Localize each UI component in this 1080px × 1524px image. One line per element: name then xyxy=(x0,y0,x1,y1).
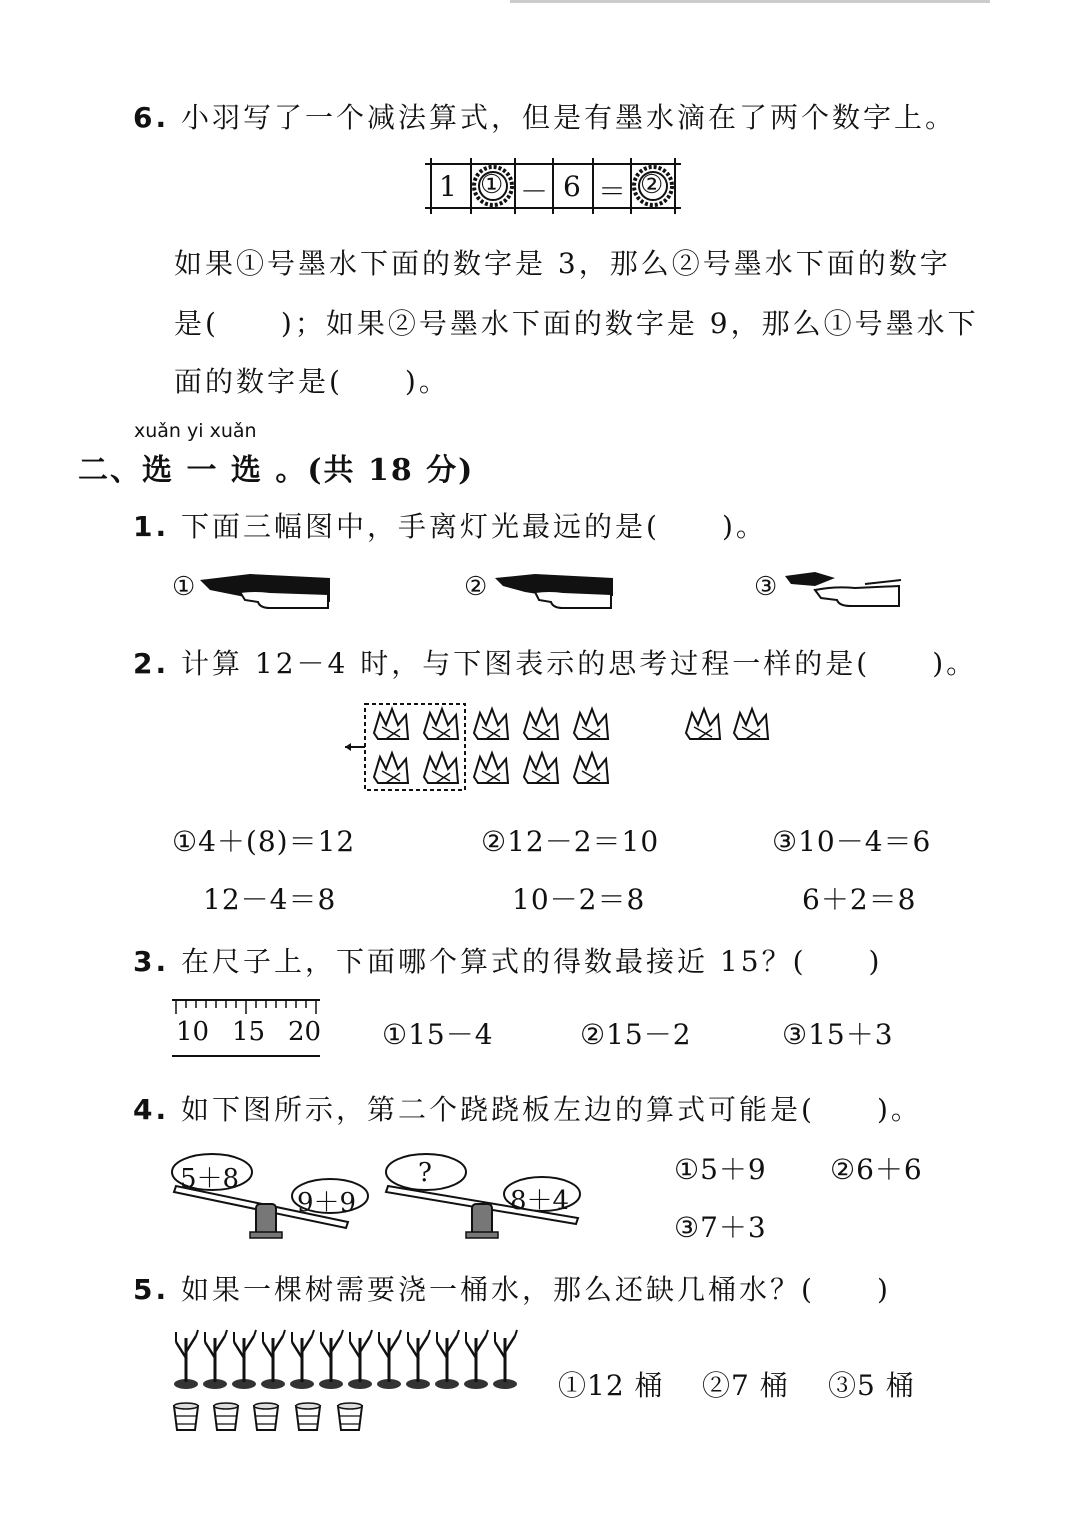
q5-option-1: ①12 桶 xyxy=(558,1369,664,1402)
ruler-label-20: 20 xyxy=(288,1017,322,1047)
q2-option-3-line-2: 6＋2＝8 xyxy=(802,883,917,916)
section-pinyin: xuǎn yi xuǎn xyxy=(134,420,257,442)
equation-digit-1: 1 xyxy=(439,170,457,203)
section-title: 二、选 一 选 。(共 18 分) xyxy=(78,453,475,488)
top-border-line xyxy=(510,0,990,3)
tree-icon xyxy=(232,1330,256,1389)
crane-icon xyxy=(524,709,558,739)
q6-number: 6. xyxy=(133,101,170,134)
crane-icon xyxy=(686,709,720,739)
q1-prompt xyxy=(133,505,767,545)
tree-icon xyxy=(319,1330,343,1389)
equation-minus: － xyxy=(520,175,549,208)
seesaw-1-left-label: 5＋8 xyxy=(180,1164,240,1194)
trees-and-buckets-figure xyxy=(172,1328,534,1438)
q2-option-2-line-2: 10－2＝8 xyxy=(512,883,646,916)
q3-option-1: ①15－4 xyxy=(382,1018,494,1051)
bucket-icon xyxy=(338,1403,362,1430)
tree-icon xyxy=(174,1330,198,1389)
tree-icon xyxy=(406,1330,430,1389)
q1-label-2: ② xyxy=(464,572,488,602)
q4-text: 如下图所示，第二个跷跷板左边的算式可能是( )。 xyxy=(181,1093,922,1126)
q6-line-2: 是( )；如果②号墨水下面的数字是 9，那么①号墨水下 xyxy=(174,307,979,340)
q2-prompt xyxy=(133,642,977,682)
q4-option-1: ①5＋9 xyxy=(674,1153,767,1186)
bucket-icon xyxy=(174,1403,198,1430)
seesaw-2-left-label: ? xyxy=(418,1158,432,1188)
bucket-icon xyxy=(254,1403,278,1430)
tree-icon xyxy=(348,1330,372,1389)
q2-option-3-line-1: ③10－4＝6 xyxy=(772,825,932,858)
q3-option-2: ②15－2 xyxy=(580,1018,692,1051)
q4-prompt xyxy=(133,1088,922,1128)
q1-label-3: ③ xyxy=(754,572,778,602)
equation-ink-label-2: ② xyxy=(640,170,664,200)
q1-text: 下面三幅图中，手离灯光最远的是( )。 xyxy=(181,510,767,543)
q4-option-3: ③7＋3 xyxy=(674,1211,767,1244)
crane-icon xyxy=(374,709,408,739)
crane-icons xyxy=(370,705,780,790)
crane-icon xyxy=(474,753,508,783)
crane-icon xyxy=(374,753,408,783)
tree-icon xyxy=(377,1330,401,1389)
q1-number: 1. xyxy=(133,510,170,543)
crane-icon xyxy=(574,709,608,739)
tree-icon xyxy=(493,1330,517,1389)
q5-option-3: ③5 桶 xyxy=(828,1369,915,1402)
q5-option-2: ②7 桶 xyxy=(702,1369,789,1402)
q2-number: 2. xyxy=(133,647,170,680)
equation-digit-6: 6 xyxy=(563,170,581,203)
q6-line-3: 面的数字是( )。 xyxy=(174,365,450,398)
q3-text: 在尺子上，下面哪个算式的得数最接近 15？( ) xyxy=(181,945,883,978)
q4-option-2: ②6＋6 xyxy=(830,1153,923,1186)
ruler-label-15: 15 xyxy=(232,1017,266,1047)
group-arrow-icon xyxy=(345,743,351,751)
q3-prompt xyxy=(133,940,882,980)
q2-option-1-line-2: 12－4＝8 xyxy=(203,883,337,916)
q1-label-1: ① xyxy=(172,572,196,602)
equation-ink-label-1: ① xyxy=(480,170,504,200)
q6-line-1: 如果①号墨水下面的数字是 3，那么②号墨水下面的数字 xyxy=(174,247,951,280)
q2-option-1-line-1: ①4＋(8)＝12 xyxy=(172,825,356,858)
tree-icon xyxy=(203,1330,227,1389)
tree-icon xyxy=(261,1330,285,1389)
crane-icon xyxy=(474,709,508,739)
hand-shadow-2-icon xyxy=(495,566,617,610)
crane-icon xyxy=(424,709,458,739)
q5-text: 如果一棵树需要浇一桶水，那么还缺几桶水？( ) xyxy=(181,1273,891,1306)
q2-option-2-line-1: ②12－2＝10 xyxy=(481,825,660,858)
seesaw-1-right-label: 9＋9 xyxy=(297,1188,357,1218)
q6-text: 小羽写了一个减法算式，但是有墨水滴在了两个数字上。 xyxy=(181,101,957,134)
q5-number: 5. xyxy=(133,1273,170,1306)
hand-shadow-3-icon xyxy=(785,566,905,610)
q5-prompt xyxy=(133,1268,891,1308)
bucket-icon xyxy=(296,1403,320,1430)
crane-icon xyxy=(574,753,608,783)
q4-number: 4. xyxy=(133,1093,170,1126)
hand-shadow-1-icon xyxy=(200,566,335,610)
crane-icon xyxy=(524,753,558,783)
equation-equals: ＝ xyxy=(598,175,627,208)
tree-icon xyxy=(435,1330,459,1389)
q3-number: 3. xyxy=(133,945,170,978)
crane-icon xyxy=(424,753,458,783)
q6-prompt xyxy=(133,96,956,136)
q3-option-3: ③15＋3 xyxy=(782,1018,894,1051)
crane-icon xyxy=(734,709,768,739)
ruler-label-10: 10 xyxy=(176,1017,210,1047)
tree-icon xyxy=(464,1330,488,1389)
bucket-icon xyxy=(214,1403,238,1430)
q2-text: 计算 12－4 时，与下图表示的思考过程一样的是( )。 xyxy=(181,647,978,680)
tree-icon xyxy=(290,1330,314,1389)
seesaw-2-right-label: 8＋4 xyxy=(510,1186,570,1216)
